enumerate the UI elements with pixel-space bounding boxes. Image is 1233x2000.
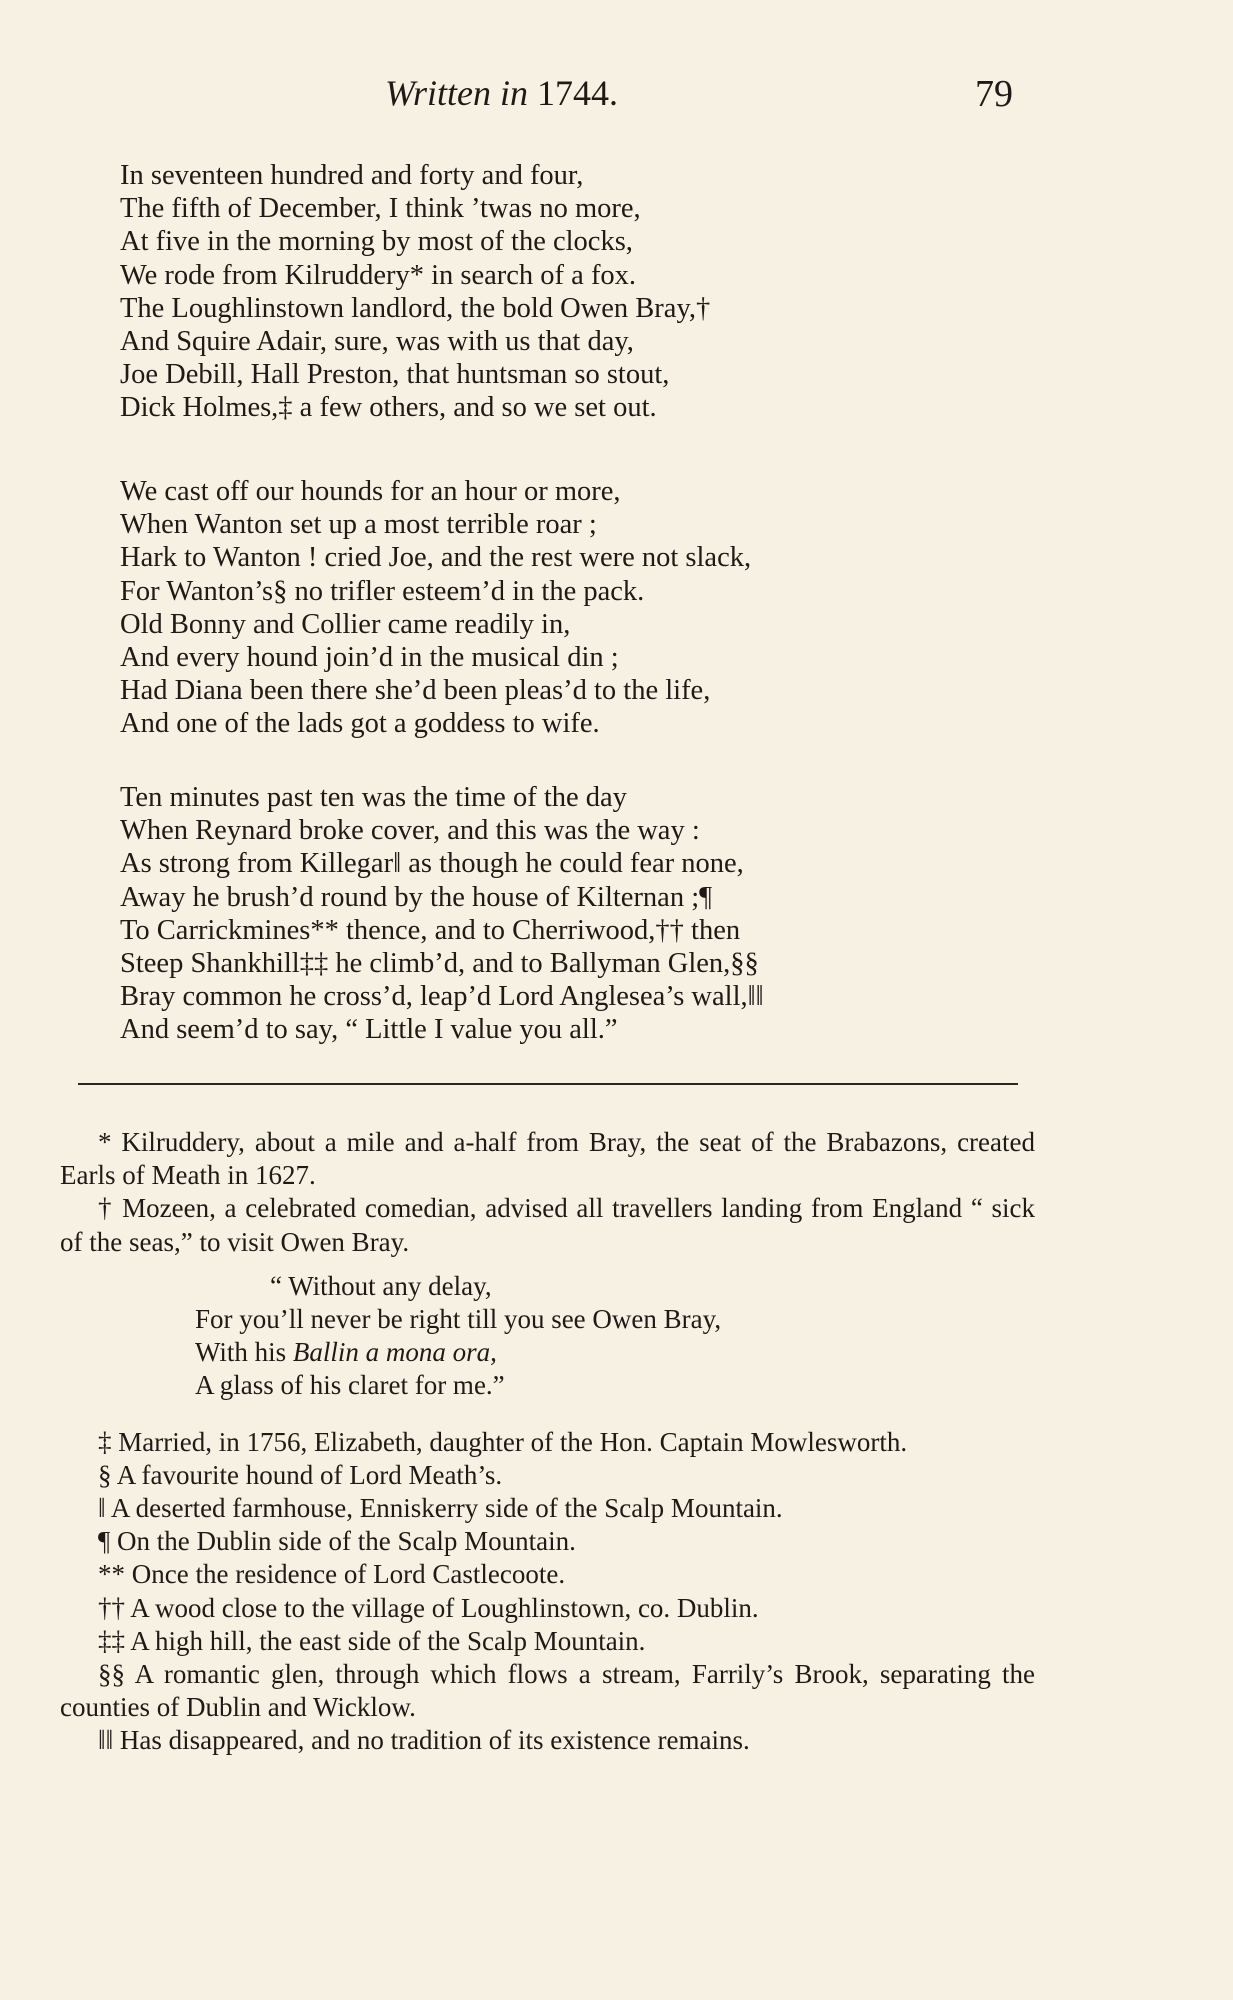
footnote: † Mozeen, a celebrated comedian, advised all travellers landing from England “ sick of the seas,” to visit Owen Bray. [60,1193,1035,1257]
footnote: ‡‡ A high hill, the east side of the Scalp Mountain. [98,1625,646,1656]
running-title-year: 1744. [537,73,618,113]
footnote-divider [78,1083,1018,1085]
stanza-2 [120,475,1020,741]
verse-line: And every hound join’d in the musical din ; [120,642,619,674]
verse-line: And seem’d to say, “ Little I value you all.” [120,1014,618,1046]
verse-line: We rode from Kilruddery* in search of a fox. [120,259,637,291]
footnote: § A favourite hound of Lord Meath’s. [98,1459,503,1490]
footnote: * Kilruddery, about a mile and a-half from Bray, the seat of the Brabazons, created Earls of Meath in 1627. [60,1127,1035,1191]
verse-line: As strong from Killegar‖ as though he could fear none, [120,848,744,880]
verse-line: Ten minutes past ten was the time of the day [120,782,627,813]
verse-line: Bray common he cross’d, leap’d Lord Anglesea’s wall,‖‖ [120,981,764,1013]
verse-line: When Wanton set up a most terrible roar ; [120,509,597,541]
verse-line: When Reynard broke cover, and this was the way : [120,815,700,847]
verse-line: Away he brush’d round by the house of Kilternan ;¶ [120,881,713,913]
quote-line [195,1336,1035,1369]
quote-line-italic: Ballin a mona ora, [292,1337,497,1368]
verse-line: Dick Holmes,‡ a few others, and so we set out. [120,392,657,424]
page-number: 79 [975,73,1013,115]
verse-line: Hark to Wanton ! cried Joe, and the rest were not slack, [120,542,752,574]
quote-line: For you’ll never be right till you see Owen Bray, [195,1304,722,1335]
verse-line: And Squire Adair, sure, was with us that day, [120,326,634,358]
quote-line-text: With his [195,1337,293,1368]
footnote-quote [60,1270,1035,1403]
verse-line: Steep Shankhill‡‡ he climb’d, and to Ballyman Glen,§§ [120,948,759,980]
verse-line: Had Diana been there she’d been pleas’d to the life, [120,675,711,707]
footnote: §§ A romantic glen, through which flows a stream, Farrily’s Brook, separating the counties of Dublin and Wicklow. [60,1659,1035,1723]
running-title [385,72,618,114]
quote-line: “ Without any delay, [270,1270,492,1301]
footnote: ‖ A deserted farmhouse, Enniskerry side of the Scalp Mountain. [98,1493,783,1524]
quote-line: A glass of his claret for me.” [195,1370,505,1401]
footnote: ‖‖ Has disappeared, and no tradition of its existence remains. [98,1725,750,1756]
footnote: †† A wood close to the village of Loughlinstown, co. Dublin. [98,1592,759,1623]
verse-line: At five in the morning by most of the clocks, [120,226,633,258]
footnote: ** Once the residence of Lord Castlecoote. [98,1559,566,1590]
verse-line: We cast off our hounds for an hour or more, [120,476,621,507]
verse-line: Joe Debill, Hall Preston, that huntsman so stout, [120,359,670,391]
page-header [0,72,1233,122]
verse-line: And one of the lads got a goddess to wife. [120,708,600,740]
footnotes [60,1126,1035,1758]
verse-line: The fifth of December, I think ’twas no more, [120,193,641,225]
verse-line: For Wanton’s§ no trifler esteem’d in the pack. [120,575,645,607]
verse-line: Old Bonny and Collier came readily in, [120,608,571,640]
verse-line: To Carrickmines** thence, and to Cherriwood,†† then [120,914,741,946]
stanza-1 [120,159,1020,425]
running-title-italic: Written in [385,73,528,113]
stanza-3 [120,781,1020,1047]
footnote: ¶ On the Dublin side of the Scalp Mountain. [98,1526,576,1557]
footnote: ‡ Married, in 1756, Elizabeth, daughter of the Hon. Captain Mowlesworth. [98,1426,908,1457]
verse-line: In seventeen hundred and forty and four, [120,160,584,191]
verse-line: The Loughlinstown landlord, the bold Owen Bray,† [120,292,711,324]
